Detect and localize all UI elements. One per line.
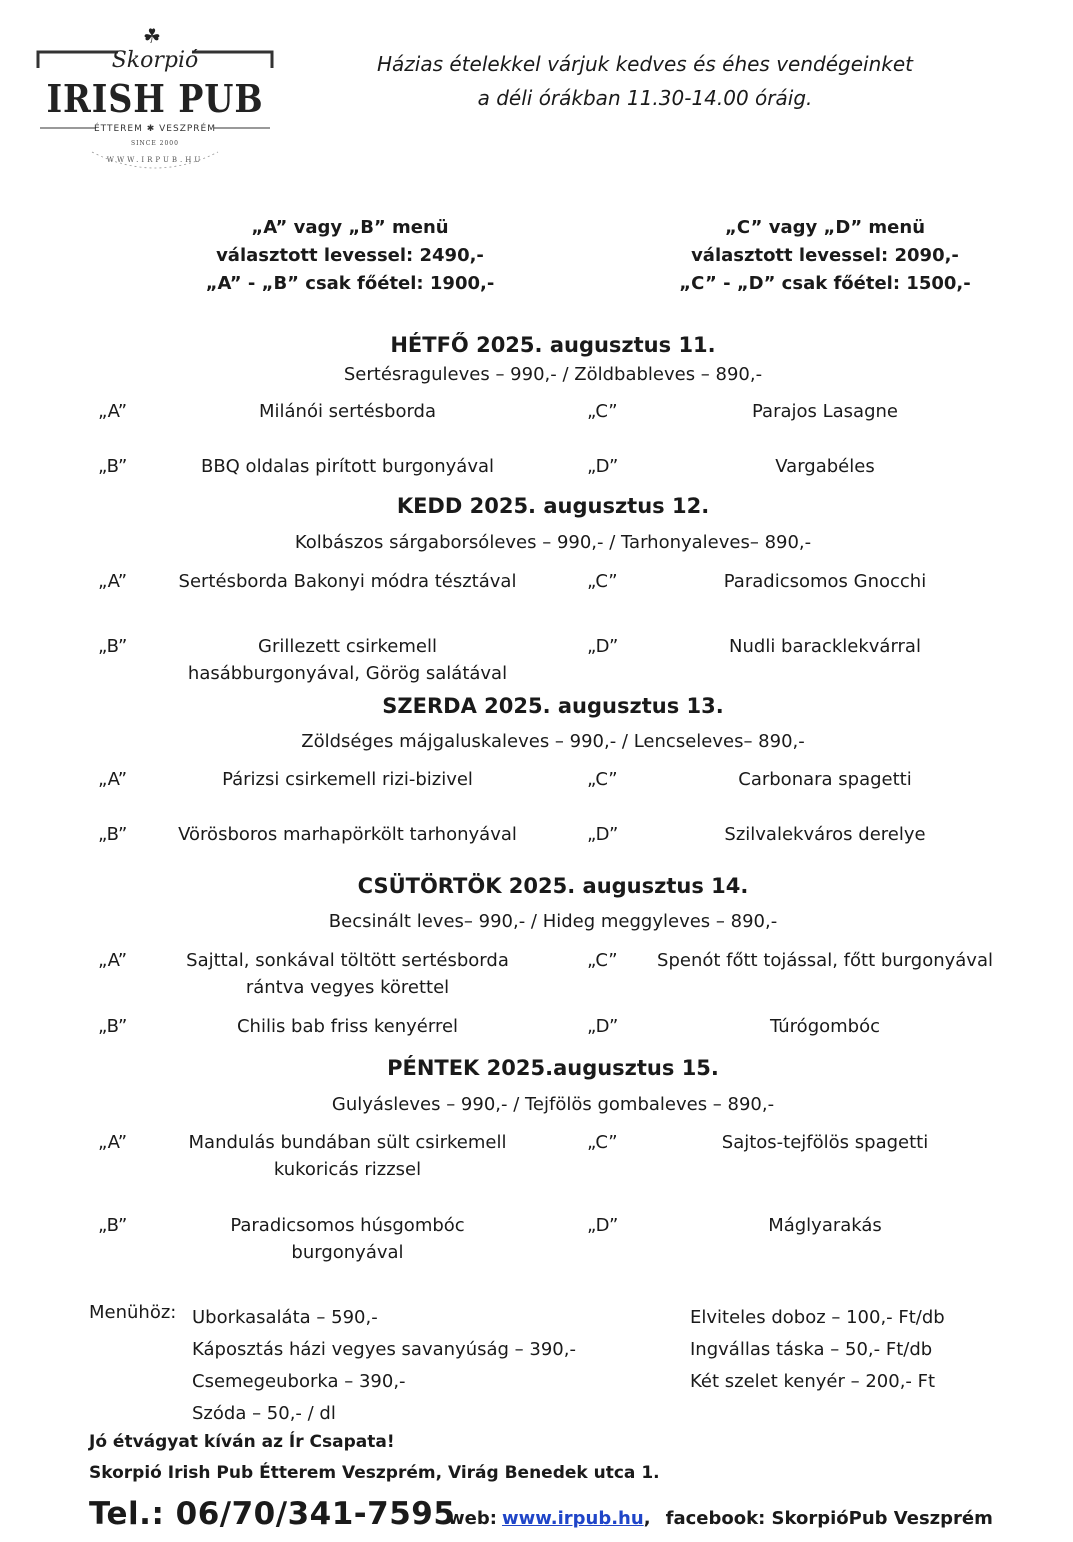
menu-label-d: „D” (587, 456, 619, 477)
soup-line: Becsinált leves– 990,- / Hideg meggyleves – 890,- (328, 911, 778, 932)
dish-line: Sajtos-tejfölös spagetti (721, 1132, 929, 1153)
dish-a (165, 398, 530, 425)
footer-web-line (448, 1508, 993, 1529)
dish-line: rántva vegyes körettel (245, 977, 450, 998)
dish-d (640, 1212, 1010, 1239)
day-title: SZERDA 2025. augusztus 13. (382, 694, 724, 718)
menu-label-b: „B” (98, 636, 128, 657)
dish-line: kukoricás rizzsel (273, 1159, 422, 1180)
dish-line: burgonyával (291, 1242, 404, 1263)
intro-line-1: Házias ételekkel várjuk kedves és éhes vendégeinket (377, 52, 913, 76)
extras-item: Káposztás házi vegyes savanyúság – 390,- (192, 1339, 576, 1360)
extras-item: Két szelet kenyér – 200,- Ft (690, 1371, 936, 1392)
menu-label-d: „D” (587, 1016, 619, 1037)
logo-web-text: WWW.IRPUB.HU (106, 156, 204, 164)
dish-c (640, 947, 1010, 974)
menu-label-c: „C” (587, 401, 618, 422)
dish-a (165, 766, 530, 793)
dish-line: Chilis bab friss kenyérrel (236, 1016, 459, 1037)
dish-line: Túrógombóc (770, 1016, 880, 1037)
dish-c (640, 766, 1010, 793)
dish-line: Paradicsomos Gnocchi (723, 571, 927, 592)
menu-label-d: „D” (587, 824, 619, 845)
day-title: KEDD 2025. augusztus 12. (396, 494, 710, 518)
dish-c (640, 568, 1010, 595)
extras-right-list (690, 1302, 945, 1398)
dish-a (165, 1129, 530, 1183)
price-ab-line-1: „A” vagy „B” menü (251, 217, 449, 238)
dish-line: hasábburgonyával, Görög salátával (187, 663, 508, 684)
dish-c (640, 398, 1010, 425)
extras-item: Elviteles doboz – 100,- Ft/db (690, 1307, 945, 1328)
dish-line: Parajos Lasagne (752, 401, 898, 422)
pub-logo (30, 24, 280, 184)
menu-label-c: „C” (587, 571, 618, 592)
logo-script-text: Skorpió (111, 48, 199, 73)
price-cd-line-3: „C” - „D” csak főétel: 1500,- (679, 273, 971, 294)
phone-number: Tel.: 06/70/341-7595 (89, 1496, 456, 1532)
web-label: web: (448, 1508, 497, 1529)
intro-line-2: a déli órákban 11.30-14.00 óráig. (477, 86, 813, 110)
dish-d (640, 821, 1010, 848)
dish-a (165, 568, 530, 595)
menu-label-c: „C” (587, 950, 618, 971)
logo-main-text: IRISH PUB (46, 76, 264, 121)
dish-line: Paradicsomos húsgombóc (230, 1215, 465, 1236)
extras-item: Uborkasaláta – 590,- (192, 1307, 378, 1328)
dish-d (640, 1013, 1010, 1040)
menu-label-a: „A” (98, 571, 128, 592)
price-ab-line-2: választott levessel: 2490,- (216, 245, 484, 266)
dish-b (165, 453, 530, 480)
dish-line: Carbonara spagetti (738, 769, 912, 790)
dish-b (165, 1013, 530, 1040)
dish-b (165, 821, 530, 848)
soup-line: Sertésraguleves – 990,- / Zöldbableves – 890,- (343, 364, 763, 385)
extras-left-list (192, 1302, 576, 1430)
day-title: HÉTFŐ 2025. augusztus 11. (390, 333, 716, 357)
dish-line: Grillezett csirkemell (258, 636, 437, 657)
menu-label-b: „B” (98, 456, 128, 477)
dish-d (640, 633, 1010, 660)
dish-b (165, 633, 530, 687)
menu-label-c: „C” (587, 769, 618, 790)
menu-label-b: „B” (98, 1016, 128, 1037)
menu-label-c: „C” (587, 1132, 618, 1153)
dish-b (165, 1212, 530, 1266)
dish-a (165, 947, 530, 1001)
menu-label-d: „D” (587, 636, 619, 657)
dish-d (640, 453, 1010, 480)
menu-label-a: „A” (98, 1132, 128, 1153)
price-cd-line-1: „C” vagy „D” menü (724, 217, 926, 238)
footer-address: Skorpió Irish Pub Étterem Veszprém, Virág Benedek utca 1. (89, 1463, 660, 1483)
facebook-text: facebook: SkorpióPub Veszprém (665, 1508, 993, 1529)
soup-line: Kolbászos sárgaborsóleves – 990,- / Tarhonyaleves– 890,- (294, 532, 812, 553)
extras-label: Menühöz: (89, 1302, 177, 1323)
menu-label-d: „D” (587, 1215, 619, 1236)
dish-line: Milánói sertésborda (258, 401, 437, 422)
price-ab-line-3: „A” - „B” csak főétel: 1900,- (205, 273, 495, 294)
menu-label-b: „B” (98, 824, 128, 845)
menu-label-a: „A” (98, 401, 128, 422)
price-block-ab (180, 214, 520, 298)
dish-line: Vörösboros marhapörkölt tarhonyával (178, 824, 517, 845)
logo-since-text: SINCE 2000 (131, 140, 179, 147)
extras-item: Szóda – 50,- / dl (192, 1403, 336, 1424)
dish-line: Párizsi csirkemell rizi-bizivel (222, 769, 473, 790)
price-block-cd (650, 214, 1000, 298)
menu-label-a: „A” (98, 950, 128, 971)
menu-label-a: „A” (98, 769, 128, 790)
menu-label-b: „B” (98, 1215, 128, 1236)
dish-line: Mandulás bundában sült csirkemell (188, 1132, 507, 1153)
dish-line: Vargabéles (775, 456, 875, 477)
web-comma: , (643, 1508, 651, 1529)
dish-c (640, 1129, 1010, 1156)
dish-line: Szilvalekváros derelye (724, 824, 926, 845)
day-title: PÉNTEK 2025.augusztus 15. (387, 1056, 719, 1080)
extras-item: Ingvállas táska – 50,- Ft/db (690, 1339, 933, 1360)
price-cd-line-2: választott levessel: 2090,- (691, 245, 959, 266)
soup-line: Zöldséges májgaluskaleves – 990,- / Lencseleves– 890,- (301, 731, 805, 752)
day-title: CSÜTÖRTÖK 2025. augusztus 14. (357, 874, 749, 898)
dish-line: Sertésborda Bakonyi módra tésztával (178, 571, 517, 592)
website-link[interactable]: www.irpub.hu (502, 1508, 644, 1529)
clover-icon: ☘ (143, 24, 161, 48)
dish-line: Spenót főtt tojással, főtt burgonyával (657, 950, 993, 971)
dish-line: Sajttal, sonkával töltött sertésborda (186, 950, 509, 971)
logo-sub-text: ÉTTEREM ✱ VESZPRÉM (93, 124, 217, 134)
soup-line: Gulyásleves – 990,- / Tejfölös gombaleves – 890,- (331, 1094, 775, 1115)
dish-line: Máglyarakás (768, 1215, 882, 1236)
footer-wish: Jó étvágyat kíván az Ír Csapata! (89, 1432, 395, 1452)
extras-item: Csemegeuborka – 390,- (192, 1371, 406, 1392)
dish-line: Nudli baracklekvárral (729, 636, 921, 657)
dish-line: BBQ oldalas pirított burgonyával (200, 456, 495, 477)
